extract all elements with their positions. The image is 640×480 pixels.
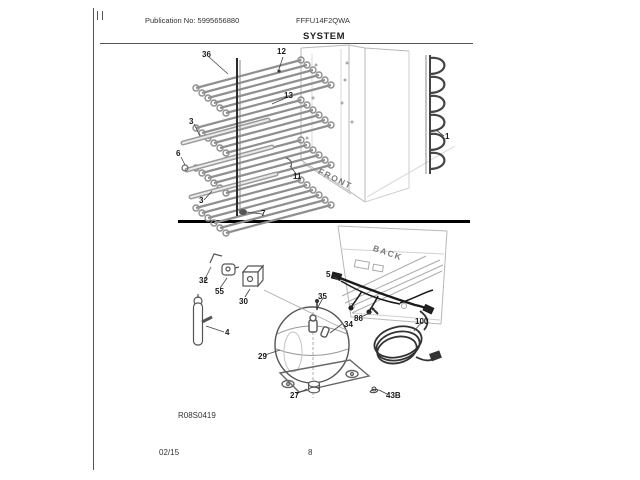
publication-number: Publication No: 5995656880 (145, 16, 240, 25)
part-label-32: 32 (199, 276, 208, 285)
footer-page-number: 8 (308, 448, 313, 457)
section-title: SYSTEM (303, 31, 346, 42)
part-label-5: 5 (326, 270, 331, 279)
part-label-3-upper: 3 (189, 117, 194, 126)
part-label-30: 30 (239, 297, 248, 306)
part-label-6: 6 (176, 149, 181, 158)
model-number: FFFU14F2QWA (296, 16, 350, 25)
part-label-11: 11 (293, 172, 302, 181)
part-label-55: 55 (215, 287, 224, 296)
drawing-number: R08S0419 (178, 411, 216, 420)
part-label-36: 36 (202, 50, 211, 59)
footer-date: 02/15 (159, 448, 180, 457)
part-label-13: 13 (284, 91, 293, 100)
part-label-34: 34 (344, 320, 353, 329)
part-label-4: 4 (225, 328, 230, 337)
front-orientation-label: FRONT (316, 166, 355, 192)
part-label-43B: 43B (386, 391, 401, 400)
part-label-29: 29 (258, 352, 267, 361)
part-label-7: 7 (261, 209, 266, 218)
part-label-12: 12 (277, 47, 286, 56)
part-label-27: 27 (290, 391, 299, 400)
part-label-100: 100 (415, 317, 429, 326)
part-label-86: 86 (354, 314, 363, 323)
back-orientation-label: BACK (371, 243, 404, 263)
part-label-1: 1 (445, 132, 450, 141)
part-label-3-lower: 3 (199, 196, 204, 205)
part-label-35: 35 (318, 292, 327, 301)
